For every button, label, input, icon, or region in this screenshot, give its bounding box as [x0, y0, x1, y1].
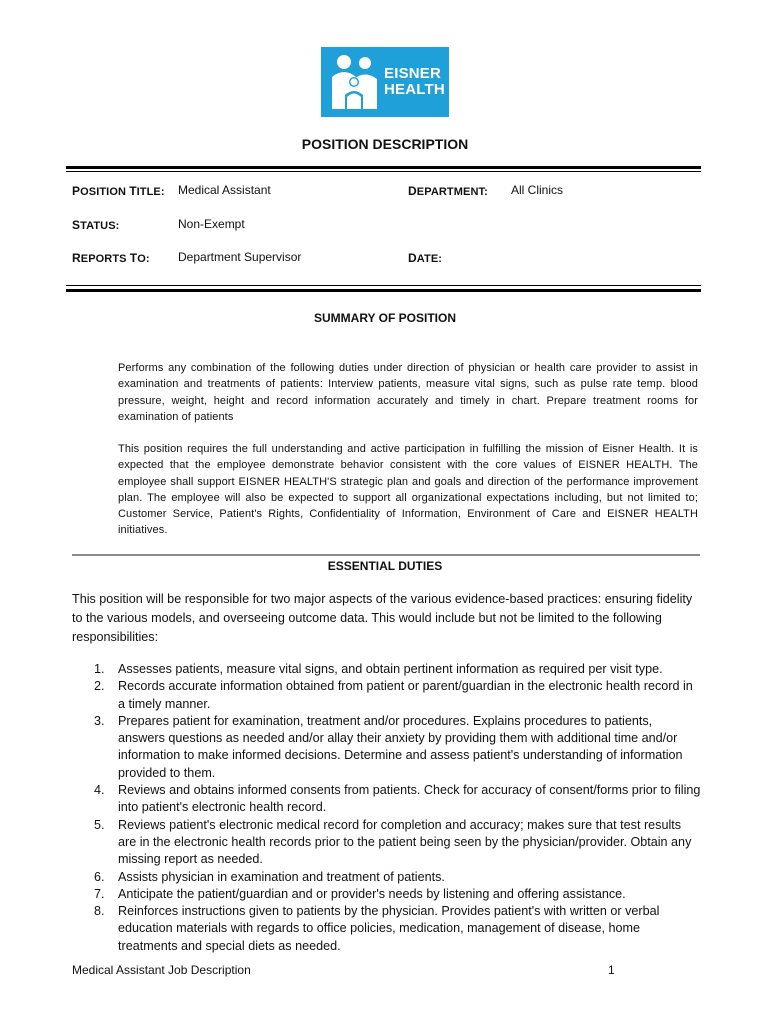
- duty-item: [72, 903, 702, 955]
- duty-number: 1.: [94, 662, 105, 676]
- position-title-value: Medical Assistant: [178, 183, 271, 197]
- footer-page-number: 1: [608, 963, 615, 977]
- summary-paragraph-2: This position requires the full understanding and active participation in fulfilling the mission of Eisner Health. It is expected that the employee demonstrate behavior consistent with the core values of EISNER HEALTH. The employee shall support EISNER HEALTH'S strategic plan and goals and direction of the performance improvement plan. The employee will also be expected to support all organizational expectations including, but not limited to; Customer Service, Patient's Rights, Confidentiality of Information, Environment of Care and EISNER HEALTH initiatives.: [118, 443, 698, 537]
- summary-heading: SUMMARY OF POSITION: [313, 311, 456, 325]
- duty-text: Records accurate information obtained from patient or parent/guardian in the electronic health record in a timely manner.: [118, 679, 693, 711]
- department-value: All Clinics: [511, 183, 564, 197]
- duty-item: [72, 678, 702, 713]
- reports-to-value: Department Supervisor: [178, 250, 302, 264]
- duty-item: [72, 886, 702, 903]
- duty-number: 8.: [94, 904, 105, 919]
- document-title: POSITION DESCRIPTION: [301, 136, 469, 152]
- duty-number: 6.: [94, 869, 105, 884]
- date-label: DATE:: [408, 251, 443, 265]
- logo-text-line1: EISNER: [384, 65, 442, 82]
- section-divider: [72, 554, 700, 556]
- position-title-label: POSITION TITLE:: [72, 184, 165, 198]
- duty-text: Assists physician in examination and treatment of patients.: [118, 869, 445, 884]
- header-rule-top: [66, 166, 701, 169]
- essential-duties-intro: This position will be responsible for two major aspects of the various evidence-based practices: ensuring fidelity to the various models, and overseeing outcome data. This would include but not be limited to the following responsibilities:: [72, 592, 693, 644]
- duty-item: [72, 817, 702, 869]
- duty-number: 4.: [94, 783, 105, 798]
- duty-text: Prepares patient for examination, treatment and/or procedures. Explains procedures to patients, answers questions as needed and/or allay their anxiety by providing them with additional time and/or information to make informed decisions. Determine and assess patient's understanding of information provided to them.: [118, 713, 683, 780]
- essential-duties-heading: ESSENTIAL DUTIES: [327, 559, 443, 573]
- summary-paragraph-1: Performs any combination of the following duties under direction of physician or health care provider to assist in examination and treatments of patients: Interview patients, measure vital signs, such as pulse rate temp. blood pressure, weight, height and record information accurately and timely in chart. Prepare treatment rooms for examination of patients: [118, 362, 698, 423]
- status-label: STATUS:: [72, 218, 120, 232]
- status-value: Non-Exempt: [178, 217, 245, 231]
- duty-item: [72, 661, 702, 678]
- duty-number: 2.: [94, 679, 105, 694]
- duties-list: [72, 661, 702, 955]
- family-figures-icon: [327, 53, 383, 111]
- logo-text-line2: HEALTH: [384, 81, 445, 98]
- duty-text: Reinforces instructions given to patients by the physician. Provides patient's with written or verbal education materials with regards to office policies, medication, management of disease, home treatments and special diets as needed.: [118, 904, 660, 953]
- duty-item: [72, 782, 702, 817]
- duty-text: Reviews and obtains informed consents from patients. Check for accuracy of consent/forms prior to filing into patient's electronic health record.: [118, 783, 701, 815]
- header-rule-bottom: [66, 289, 701, 292]
- duty-number: 3.: [94, 713, 105, 728]
- duty-text: Assesses patients, measure vital signs, and obtain pertinent information as required per visit type.: [118, 662, 663, 676]
- duty-number: 5.: [94, 817, 105, 832]
- header-rule-top-inner: [66, 171, 701, 172]
- duty-number: 7.: [94, 886, 105, 901]
- eisner-health-logo: [321, 47, 449, 117]
- department-label: DEPARTMENT:: [408, 184, 488, 198]
- header-rule-bottom-inner: [66, 285, 701, 286]
- duty-item: [72, 713, 702, 782]
- reports-to-label: REPORTS TO:: [72, 251, 150, 265]
- duty-text: Reviews patient's electronic medical record for completion and accuracy; makes sure that test results are in the electronic health records prior to the patient being seen by the physician/provider. Obtain any missing report as needed.: [118, 817, 692, 867]
- footer-document-name: Medical Assistant Job Description: [72, 963, 251, 977]
- duty-text: Anticipate the patient/guardian and or provider's needs by listening and offering assistance.: [118, 886, 626, 901]
- duty-item: [72, 869, 702, 886]
